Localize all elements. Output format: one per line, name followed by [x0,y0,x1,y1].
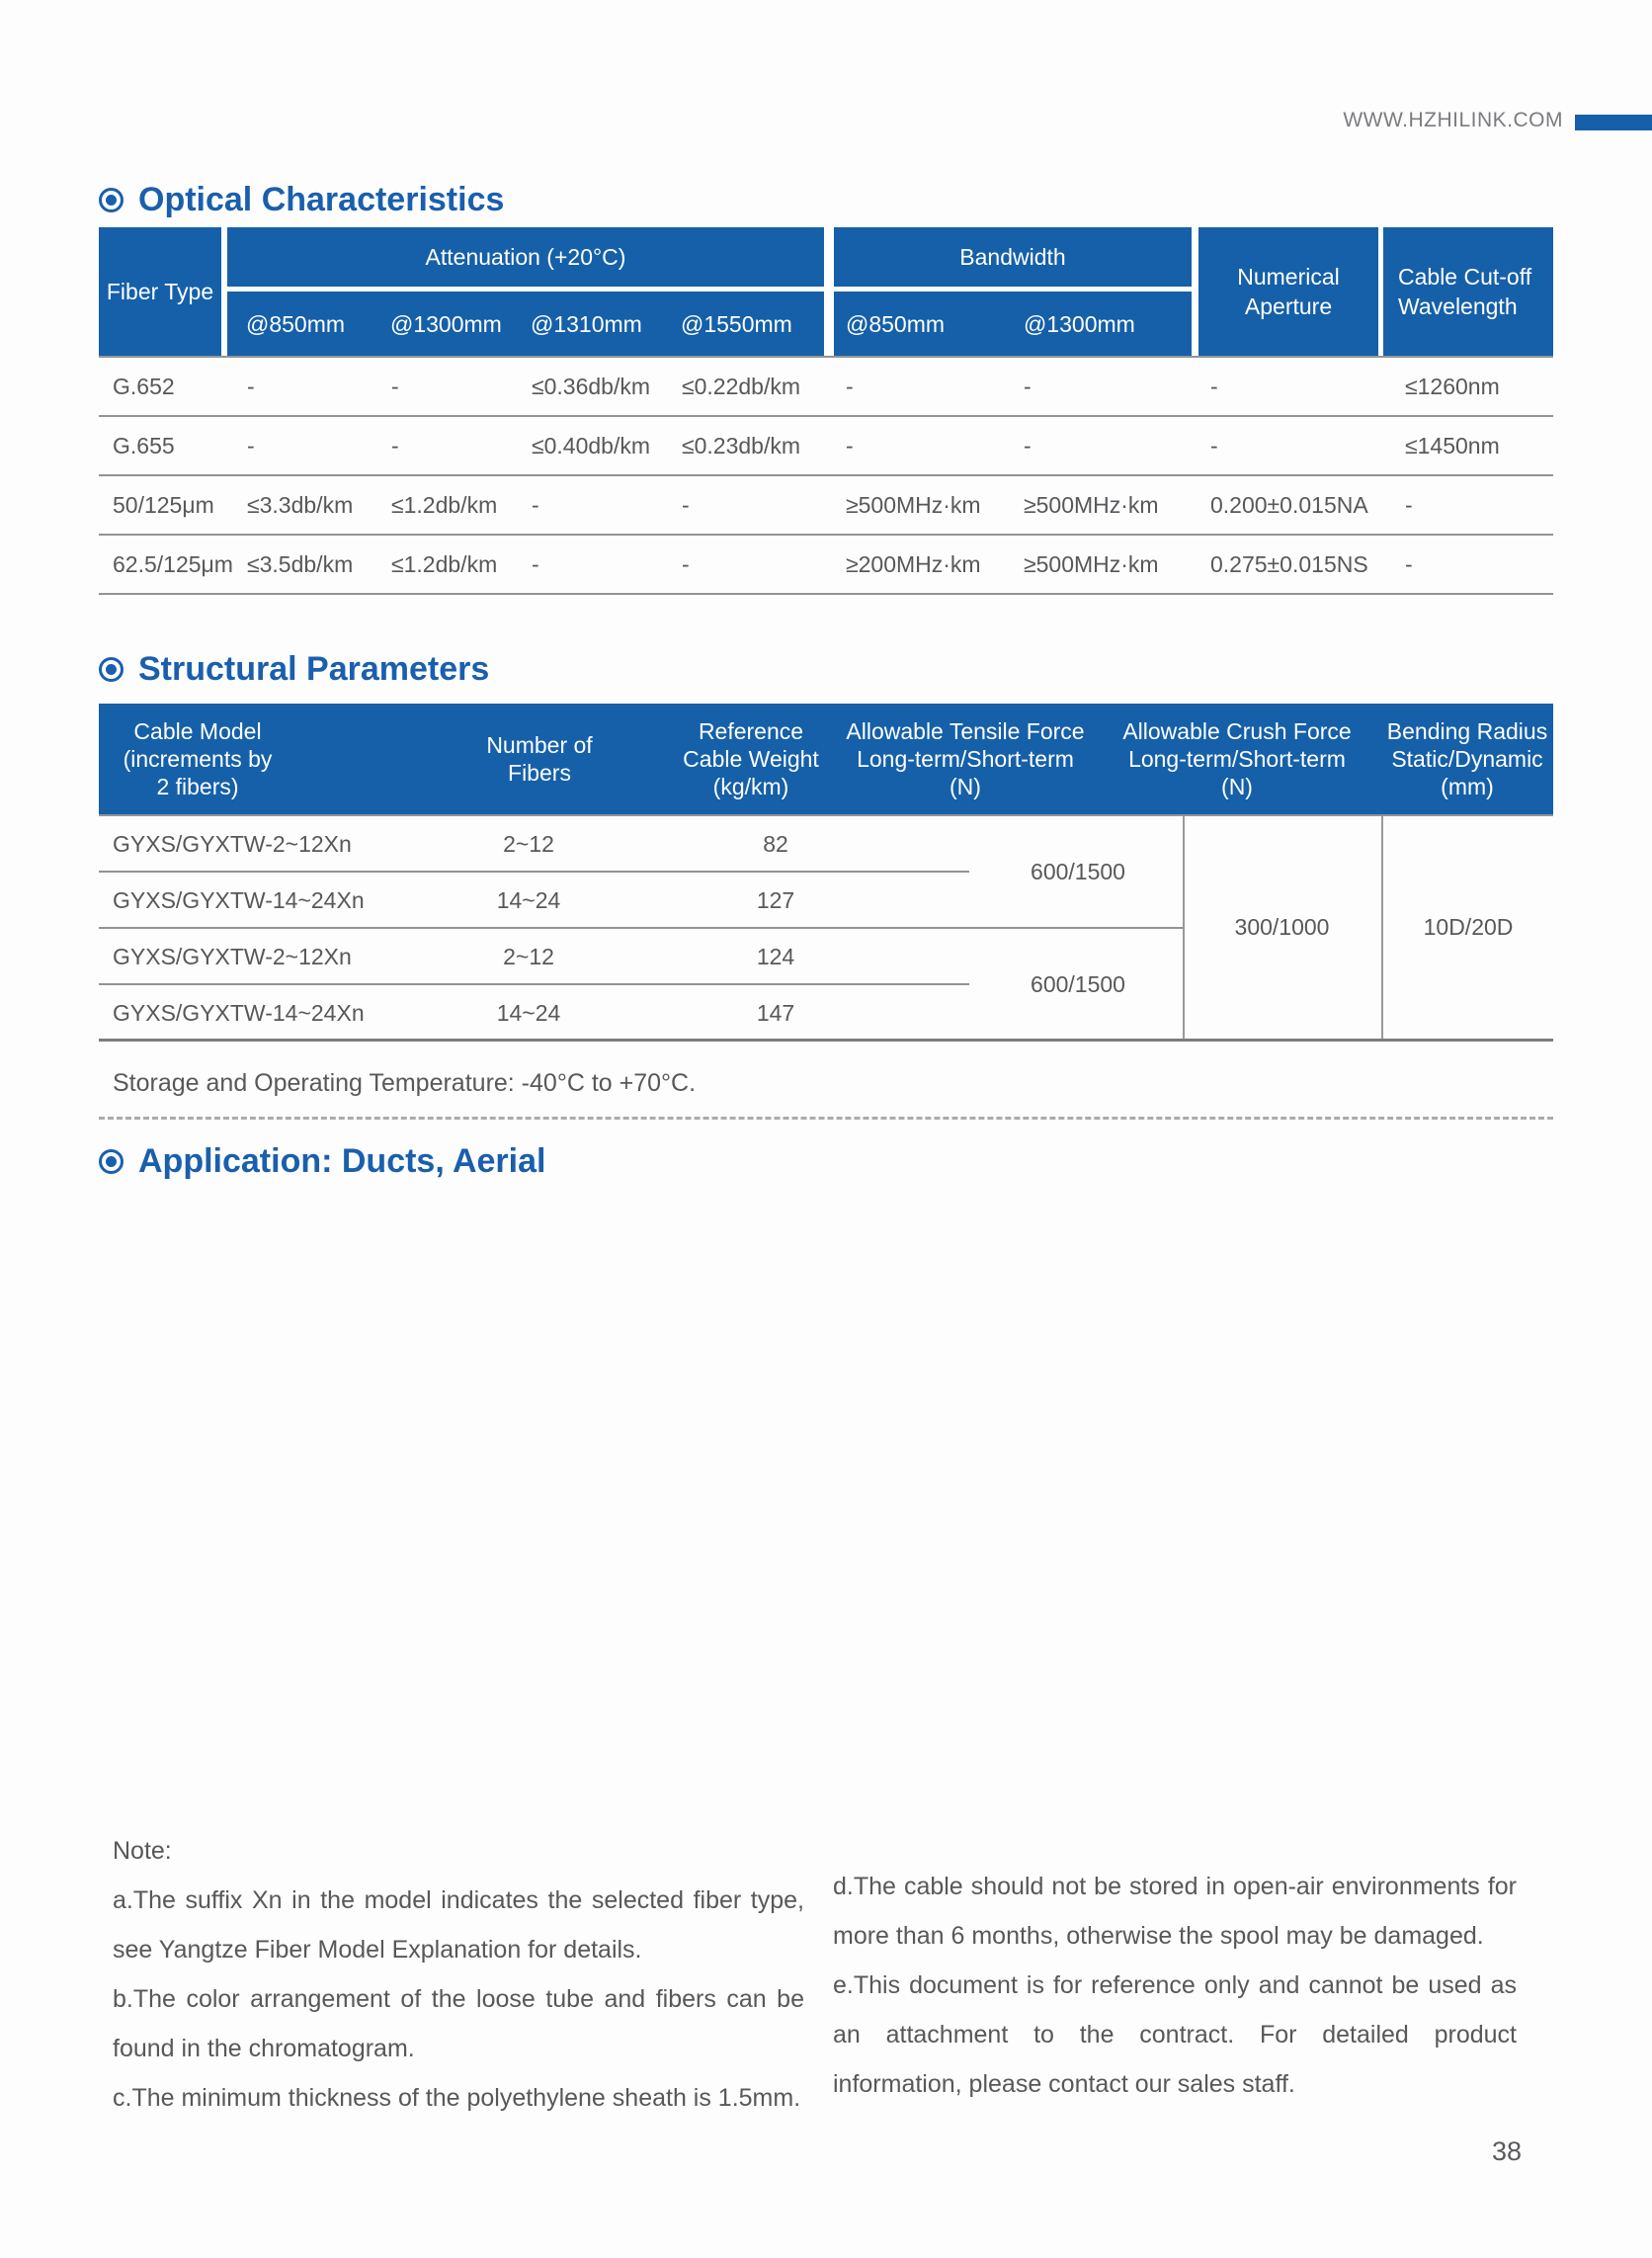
cell-bandwidth-850: - [846,373,854,399]
structural-table-body [99,814,1553,1040]
cell-fiber-count: 2~12 [503,944,554,969]
header-line: (N) [1221,774,1253,799]
cell-crush-force: 300/1000 [1234,914,1330,940]
cell-cable-weight: 127 [756,887,795,913]
cell-bandwidth-850: - [846,432,854,459]
page-number: 38 [1491,2136,1522,2166]
header-line: (N) [950,774,981,799]
header-cell-tensile-force [846,717,1084,800]
cell-fiber-count: 2~12 [503,831,554,857]
cable-cutoff-line2: Wavelength [1398,293,1518,319]
note-item-e: e.This document is for reference only and cannot be used as an attachment to the contract. For detailed product information, please contact our sales staff. [833,1971,1517,2098]
cell-attenuation-850: - [247,432,255,459]
optical-table-header [99,227,1553,356]
header-cell-numerical-aperture [1198,227,1378,356]
cell-fiber-type: 50/125μm [113,491,214,518]
cell-numerical-aperture: - [1210,373,1218,399]
header-line: Cable Model [133,718,262,744]
cell-bandwidth-850: ≥200MHz·km [846,550,981,577]
header-line: Reference [698,718,804,744]
structural-table-header [99,704,1553,814]
bandwidth-col-850: @850mm [846,310,946,337]
cell-cable-weight: 147 [756,1000,795,1026]
header-cell-cable-cutoff [1383,227,1553,356]
cable-cutoff-line1: Cable Cut-off [1398,264,1532,290]
header-line: Long-term/Short-term [857,746,1074,772]
cell-bandwidth-1300: - [1024,432,1032,459]
cell-attenuation-1300: - [391,432,399,459]
cell-cable-weight: 124 [756,944,795,969]
header-line: Allowable Crush Force [1122,718,1352,744]
cell-cable-cutoff: ≤1260nm [1405,373,1500,399]
header-line: (kg/km) [712,774,789,799]
numerical-aperture-line2: Aperture [1244,293,1333,319]
cell-attenuation-1310: - [532,491,539,518]
numerical-aperture-line1: Numerical [1237,264,1340,290]
header-cell-cable-model [124,717,273,800]
notes-right-column [833,1862,1517,2109]
cell-attenuation-1300: ≤1.2db/km [391,550,498,577]
header-line: 2 fibers) [156,774,239,799]
structural-parameters-table [99,704,1553,1040]
cell-fiber-type: G.655 [113,432,175,459]
cell-tensile-force-group2: 600/1500 [1031,970,1125,997]
cell-attenuation-1310: ≤0.40db/km [532,432,651,459]
cell-cable-cutoff: - [1405,550,1413,577]
cell-tensile-force-group1: 600/1500 [1031,858,1125,884]
cell-cable-weight: 82 [763,831,788,857]
header-line: Number of [486,732,593,758]
section-title-text: Structural Parameters [138,650,490,688]
section-bullet-icon [99,1149,124,1174]
note-item-a: a.The suffix Xn in the model indicates the selected fiber type, see Yangtze Fiber Model Explanation for details. [113,1886,804,1964]
header-cell-fiber-type: Fiber Type [99,227,221,356]
cell-attenuation-1550: ≤0.23db/km [682,432,801,459]
section-title-structural [99,650,489,689]
cell-numerical-aperture: 0.200±0.015NA [1210,491,1368,518]
header-line: Cable Weight [683,746,819,772]
section-bullet-icon [99,188,124,212]
attenuation-col-1550: @1550mm [681,310,792,337]
attenuation-col-1310: @1310mm [531,310,642,337]
cell-numerical-aperture: 0.275±0.015NS [1210,550,1368,577]
cell-cable-model: GYXS/GYXTW-2~12Xn [113,944,352,969]
header-line: Allowable Tensile Force [846,718,1085,744]
cell-cable-model: GYXS/GYXTW-14~24Xn [113,1000,365,1026]
cell-attenuation-1310: ≤0.36db/km [532,373,651,399]
cell-attenuation-850: ≤3.3db/km [247,491,354,518]
section-title-application [99,1142,545,1181]
header-line: (mm) [1441,774,1494,799]
cell-cable-model: GYXS/GYXTW-14~24Xn [113,887,365,913]
header-cell-reference-weight [683,717,819,800]
cell-attenuation-1550: - [682,491,690,518]
optical-table-body [99,356,1553,595]
cell-fiber-type: 62.5/125μm [113,550,233,577]
cell-attenuation-1550: ≤0.22db/km [682,373,801,399]
header-line: Static/Dynamic [1391,746,1543,772]
cell-bandwidth-1300: ≥500MHz·km [1024,491,1159,518]
website-url: WWW.HZHILINK.COM [1343,109,1563,131]
table-row [99,417,1553,476]
header-cell-bending-radius [1387,717,1547,800]
cell-bending-radius: 10D/20D [1423,914,1514,940]
row-divider [99,871,969,873]
storage-temperature-note: Storage and Operating Temperature: -40°C to +70°C. [113,1069,697,1097]
header-cell-number-of-fibers [486,731,592,787]
attenuation-col-1300: @1300mm [390,310,502,337]
cell-attenuation-850: ≤3.5db/km [247,550,354,577]
header-cell-bandwidth-wavelengths [834,292,1192,356]
note-item-c: c.The minimum thickness of the polyethylene sheath is 1.5mm. [113,2084,801,2112]
cell-fiber-type: G.652 [113,373,175,399]
cell-bandwidth-1300: - [1024,373,1032,399]
header-line: Long-term/Short-term [1128,746,1346,772]
cell-cable-cutoff: ≤1450nm [1405,432,1500,459]
cell-attenuation-1310: - [532,550,539,577]
section-bullet-icon [99,657,124,682]
cell-numerical-aperture: - [1210,432,1218,459]
cell-bandwidth-1300: ≥500MHz·km [1024,550,1159,577]
cell-fiber-count: 14~24 [496,1000,561,1026]
header-line: (increments by [123,746,273,772]
cell-cable-model: GYXS/GYXTW-2~12Xn [113,831,352,857]
section-title-text: Application: Ducts, Aerial [138,1142,546,1180]
table-row [99,536,1553,595]
optical-characteristics-table [99,227,1553,595]
section-title-optical [99,181,504,219]
bandwidth-col-1300: @1300mm [1024,310,1135,337]
header-line: Fibers [508,760,571,786]
header-cell-attenuation: Attenuation (+20°C) [227,227,824,287]
note-item-d: d.The cable should not be stored in open-air environments for more than 6 months, otherwise the spool may be damaged. [833,1873,1517,1950]
cell-cable-cutoff: - [1405,491,1413,518]
attenuation-col-850: @850mm [246,310,346,337]
dashed-divider [99,1117,1553,1120]
cell-bandwidth-850: ≥500MHz·km [846,491,981,518]
notes-left-column [113,1826,804,2123]
header-line: Bending Radius [1386,718,1548,744]
cell-attenuation-850: - [247,373,255,399]
header-cell-attenuation-wavelengths [227,292,824,356]
header-accent-bar [1575,115,1652,130]
table-row [99,476,1553,536]
section-title-text: Optical Characteristics [138,181,505,218]
cell-attenuation-1300: ≤1.2db/km [391,491,498,518]
table-row [99,358,1553,417]
cell-attenuation-1300: - [391,373,399,399]
cell-fiber-count: 14~24 [496,887,561,913]
table-bottom-border [99,1039,1553,1042]
row-divider [99,983,969,985]
notes-label: Note: [113,1837,172,1865]
note-item-b: b.The color arrangement of the loose tube and fibers can be found in the chromatogram. [113,1985,804,2062]
header-cell-crush-force [1122,717,1351,800]
header-cell-bandwidth: Bandwidth [834,227,1192,287]
cell-attenuation-1550: - [682,550,690,577]
